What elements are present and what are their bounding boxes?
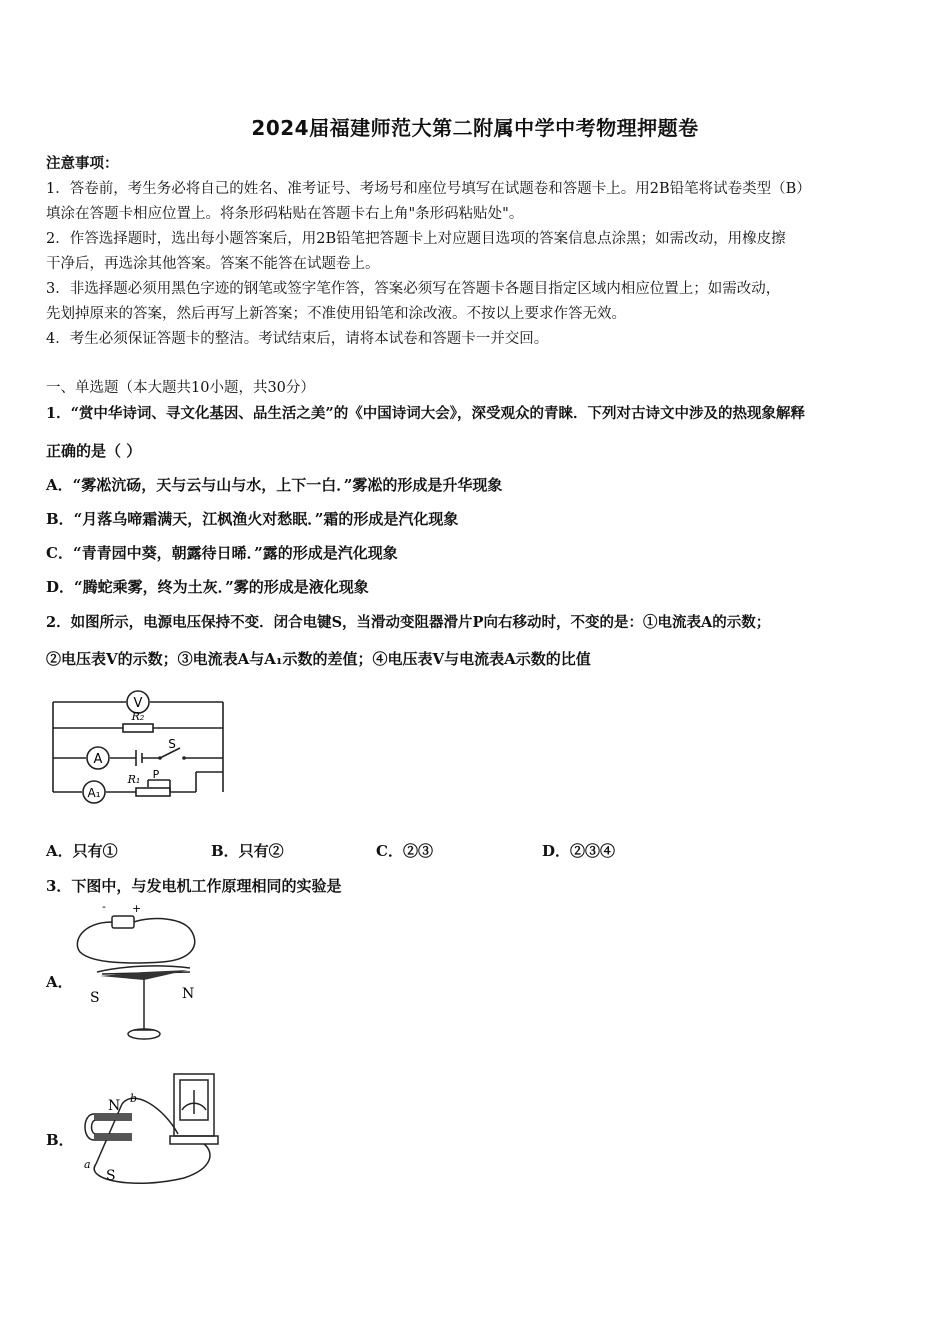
slider-p-label: P: [152, 768, 160, 781]
conductor-b-label: b: [130, 1092, 138, 1105]
conductor-a-label: a: [84, 1158, 91, 1171]
q1-stem-line-2: 正确的是（ ）: [46, 442, 142, 460]
ammeter-a-label: A: [93, 752, 103, 767]
page-title: 2024届福建师范大第二附属中学中考物理押题卷: [251, 116, 699, 140]
notice-heading: 注意事项：: [46, 155, 119, 172]
notice-line-2: 填涂在答题卡相应位置上。将条形码粘贴在答题卡右上角"条形码粘贴处"。: [46, 206, 524, 222]
q2-stem-line-1: 2．如图所示，电源电压保持不变．闭合电键S，当滑动变阻器滑片P向右移动时，不变的是：①电流表A的示数；: [46, 614, 771, 631]
compass-n-label: N: [182, 986, 195, 1002]
compass-s-label: S: [90, 990, 100, 1006]
q3-stem: 3．下图中，与发电机工作原理相同的实验是: [46, 877, 342, 895]
q2-stem-line-2: ②电压表V的示数；③电流表A与A₁示数的差值；④电压表V与电流表A示数的比值: [46, 650, 591, 668]
notice-line-7: 4．考生必须保证答题卡的整洁。考试结束后，请将本试卷和答题卡一并交回。: [46, 331, 549, 347]
battery-minus-label: -: [102, 902, 106, 913]
q1-stem-line-1: 1．“赏中华诗词、寻文化基因、品生活之美”的《中国诗词大会》，深受观众的青睐．下列对古诗文中涉及的热现象解释: [46, 405, 806, 422]
notice-line-6: 先划掉原来的答案，然后再写上新答案；不准使用铅笔和涂改液。不按以上要求作答无效。: [46, 306, 626, 322]
q1-option-d: D．“腾蛇乘雾，终为土灰．”雾的形成是液化现象: [46, 578, 369, 596]
magnet-s-label: S: [106, 1168, 116, 1184]
q1-option-c: C．“青青园中葵，朝露待日晞．”露的形成是汽化现象: [46, 544, 398, 562]
q2-option-b: B．只有②: [211, 842, 284, 860]
notice-line-5: 3．非选择题必须用黑色字迹的钢笔或签字笔作答，答案必须写在答题卡各题目指定区域内相应位置上；如需改动，: [46, 281, 781, 297]
q2-option-a: A．只有①: [46, 842, 118, 860]
notice-line-1: 1．答卷前，考生务必将自己的姓名、准考证号、考场号和座位号填写在试题卷和答题卡上。用2B铅笔将试卷类型（B）: [46, 181, 811, 197]
q2-circuit-figure: [48, 682, 233, 812]
voltmeter-label: V: [133, 696, 143, 711]
q1-option-b: B．“月落乌啼霜满天，江枫渔火对愁眠．”霜的形成是汽化现象: [46, 510, 459, 528]
q3-figure-b: [74, 1068, 224, 1193]
ammeter-a1-label: A₁: [87, 786, 101, 800]
r1-label: R₁: [127, 773, 141, 786]
section-heading: 一、单选题（本大题共10小题，共30分）: [46, 380, 315, 396]
battery-plus-label: +: [132, 902, 142, 915]
switch-s-label: S: [168, 737, 176, 751]
q3-option-b-label: B．: [46, 1131, 74, 1149]
q1-option-a: A．“雾凇沆砀，天与云与山与水，上下一白．”雾凇的形成是升华现象: [46, 476, 503, 494]
q3-figure-a: [72, 902, 207, 1047]
notice-line-4: 干净后，再选涂其他答案。答案不能答在试题卷上。: [46, 256, 380, 272]
q2-option-d: D．②③④: [542, 842, 616, 860]
q3-option-a-label: A．: [46, 973, 73, 991]
r2-label: R₂: [131, 710, 145, 723]
q2-option-c: C．②③: [376, 842, 433, 860]
magnet-n-label: N: [108, 1098, 121, 1114]
notice-line-3: 2．作答选择题时，选出每小题答案后，用2B铅笔把答题卡上对应题目选项的答案信息点涂黑；如需改动，用橡皮擦: [46, 231, 786, 247]
